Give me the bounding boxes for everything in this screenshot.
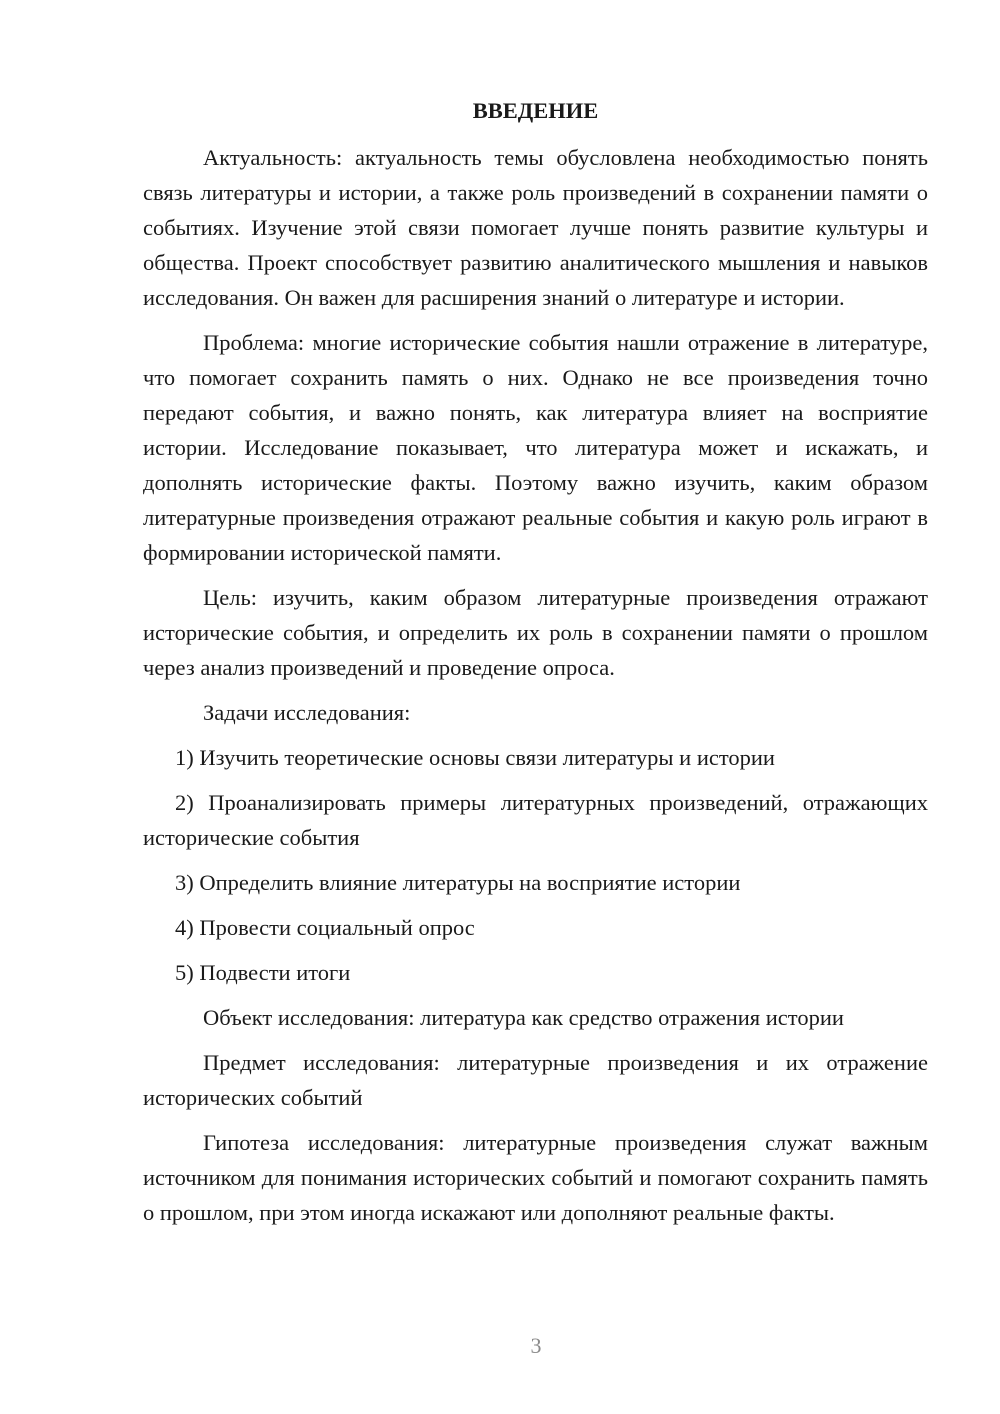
- task-item: 1) Изучить теоретические основы связи литературы и истории: [175, 745, 775, 770]
- goal-paragraph: Цель: изучить, каким образом литературные произведения отражают исторические события, и определить их роль в сохранении памяти о прошлом через анализ произведений и проведение опроса.: [143, 585, 928, 680]
- relevance-paragraph: Актуальность: актуальность темы обусловлена необходимостью понять связь литературы и истории, а также роль произведений в сохранении памяти о событиях. Изучение этой связи помогает лучше понять развитие культуры и общества. Проект способствует развитию аналитического мышления и навыков исследования. Он важен для расширения знаний о литературе и истории.: [143, 145, 928, 310]
- section-title: ВВЕДЕНИЕ: [472, 98, 599, 123]
- page-number: 3: [530, 1333, 542, 1358]
- problem-paragraph: Проблема: многие исторические события нашли отражение в литературе, что помогает сохранить память о них. Однако не все произведения точно передают события, и важно понять, как литература влияет на восприятие истории. Исследование показывает, что литература может и искажать, и дополнять исторические факты. Поэтому важно изучить, каким образом литературные произведения отражают реальные события и какую роль играют в формировании исторической памяти.: [143, 330, 928, 565]
- task-item: 3) Определить влияние литературы на восприятие истории: [175, 870, 741, 895]
- subject-paragraph: Предмет исследования: литературные произведения и их отражение исторических событий: [143, 1050, 928, 1110]
- tasks-heading: Задачи исследования:: [203, 700, 411, 725]
- tasks-list: [143, 740, 928, 990]
- task-item: 5) Подвести итоги: [175, 960, 351, 985]
- page-content: [143, 96, 928, 1240]
- task-item: 4) Провести социальный опрос: [175, 915, 475, 940]
- task-item: 2) Проанализировать примеры литературных произведений, отражающих исторические события: [143, 790, 928, 850]
- object-paragraph: Объект исследования: литература как средство отражения истории: [203, 1005, 844, 1030]
- hypothesis-paragraph: Гипотеза исследования: литературные произведения служат важным источником для понимания исторических событий и помогают сохранить память о прошлом, при этом иногда искажают или дополняют реальные факты.: [143, 1130, 928, 1225]
